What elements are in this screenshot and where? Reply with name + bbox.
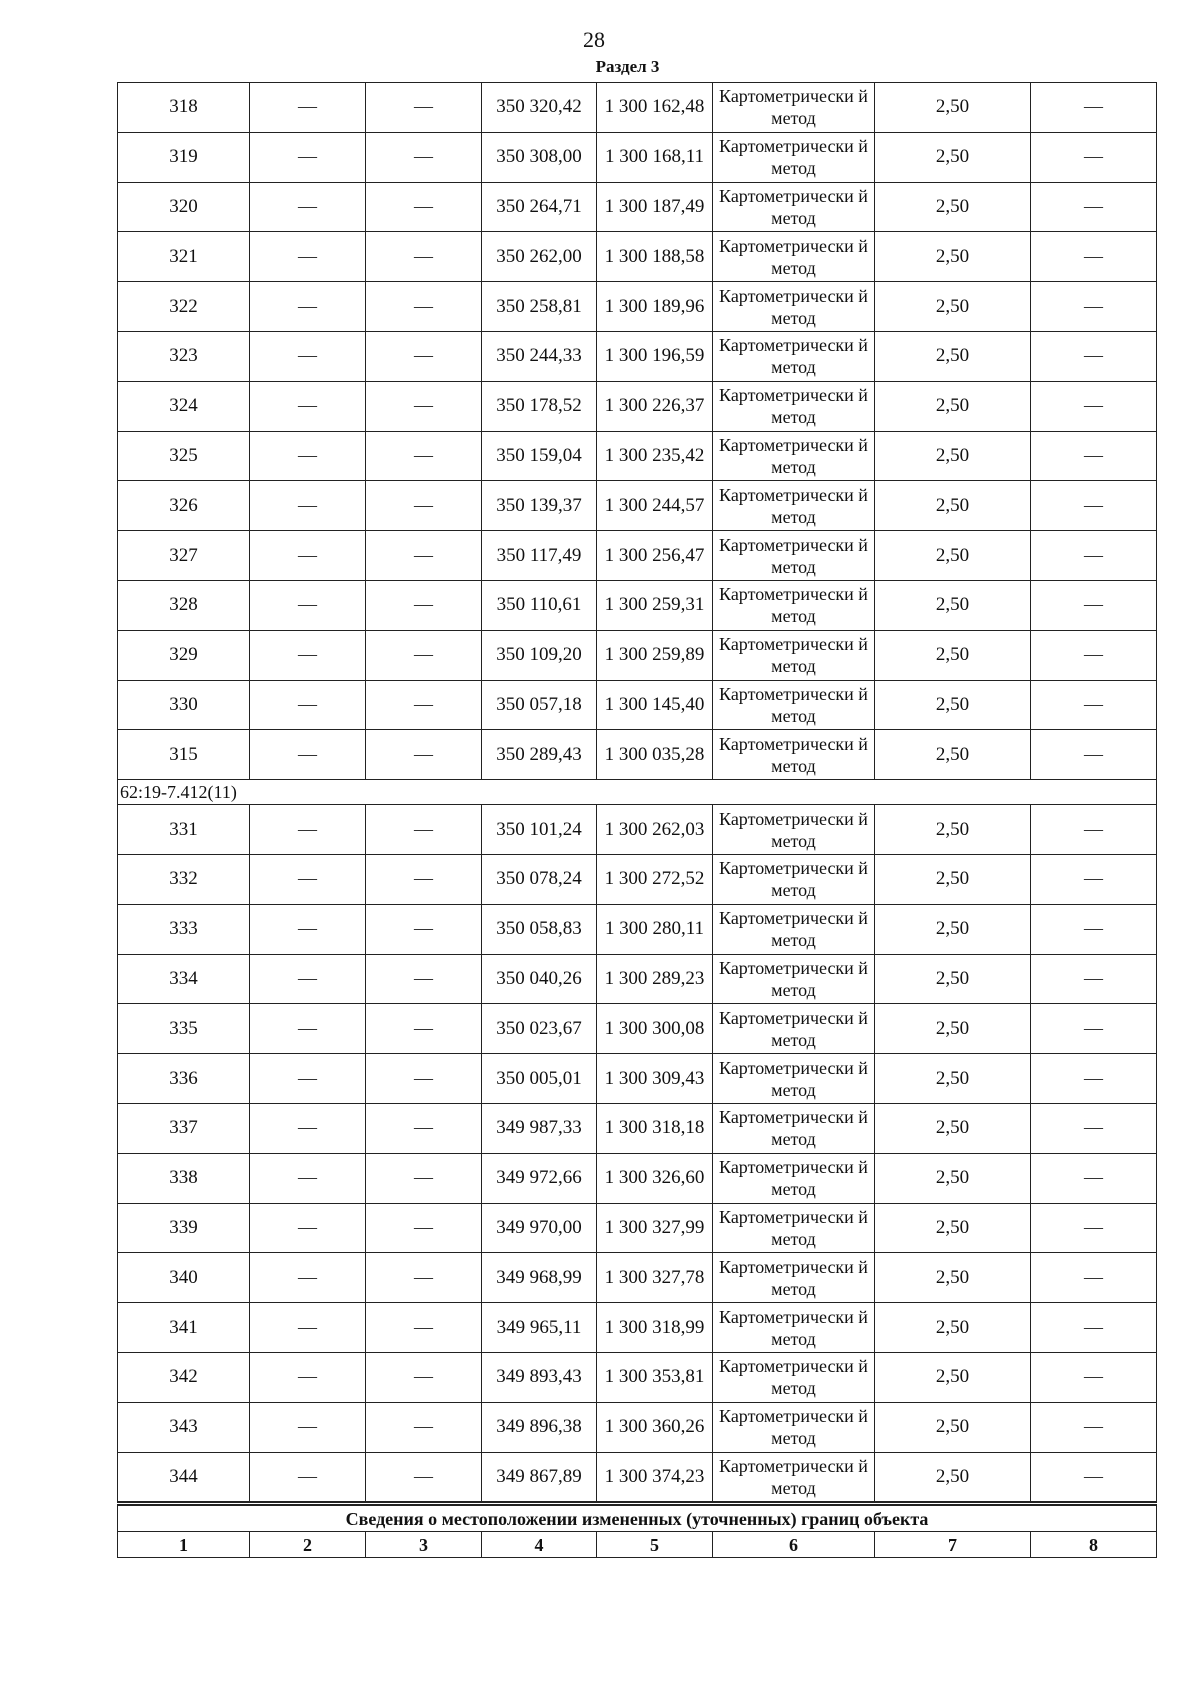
y-coordinate-cell: 1 300 187,49 <box>597 182 713 232</box>
method-cell: Картометрически й метод <box>713 232 875 282</box>
empty-dash-cell: — <box>250 854 366 904</box>
y-coordinate-cell: 1 300 318,18 <box>597 1103 713 1153</box>
y-coordinate-cell: 1 300 188,58 <box>597 232 713 282</box>
empty-dash-cell: — <box>366 630 482 680</box>
accuracy-cell: 2,50 <box>875 481 1031 531</box>
method-cell: Картометрически й метод <box>713 730 875 780</box>
empty-dash-cell: — <box>1031 1352 1157 1402</box>
method-cell: Картометрически й метод <box>713 83 875 133</box>
point-number-cell: 342 <box>118 1352 250 1402</box>
x-coordinate-cell: 350 040,26 <box>482 954 597 1004</box>
empty-dash-cell: — <box>366 431 482 481</box>
method-cell: Картометрически й метод <box>713 1203 875 1253</box>
empty-dash-cell: — <box>366 232 482 282</box>
y-coordinate-cell: 1 300 226,37 <box>597 381 713 431</box>
point-number-cell: 325 <box>118 431 250 481</box>
table-row <box>118 1452 1157 1504</box>
empty-dash-cell: — <box>1031 580 1157 630</box>
method-cell: Картометрически й метод <box>713 381 875 431</box>
point-number-cell: 322 <box>118 282 250 332</box>
empty-dash-cell: — <box>366 331 482 381</box>
coordinates-table-container <box>117 82 1157 1558</box>
x-coordinate-cell: 350 101,24 <box>482 805 597 855</box>
empty-dash-cell: — <box>250 580 366 630</box>
x-coordinate-cell: 350 244,33 <box>482 331 597 381</box>
table-row <box>118 1303 1157 1353</box>
column-number-cell: 7 <box>875 1532 1031 1558</box>
empty-dash-cell: — <box>250 1153 366 1203</box>
column-number-cell: 8 <box>1031 1532 1157 1558</box>
column-number-cell: 4 <box>482 1532 597 1558</box>
x-coordinate-cell: 350 005,01 <box>482 1054 597 1104</box>
x-coordinate-cell: 350 320,42 <box>482 83 597 133</box>
point-number-cell: 337 <box>118 1103 250 1153</box>
section-title: Раздел 3 <box>595 57 660 76</box>
empty-dash-cell: — <box>250 331 366 381</box>
x-coordinate-cell: 350 139,37 <box>482 481 597 531</box>
point-number-cell: 326 <box>118 481 250 531</box>
y-coordinate-cell: 1 300 318,99 <box>597 1303 713 1353</box>
accuracy-cell: 2,50 <box>875 282 1031 332</box>
accuracy-cell: 2,50 <box>875 431 1031 481</box>
column-number-cell: 3 <box>366 1532 482 1558</box>
empty-dash-cell: — <box>366 132 482 182</box>
accuracy-cell: 2,50 <box>875 1004 1031 1054</box>
x-coordinate-cell: 349 968,99 <box>482 1253 597 1303</box>
empty-dash-cell: — <box>250 1203 366 1253</box>
method-cell: Картометрически й метод <box>713 481 875 531</box>
empty-dash-cell: — <box>250 481 366 531</box>
point-number-cell: 343 <box>118 1402 250 1452</box>
accuracy-cell: 2,50 <box>875 83 1031 133</box>
empty-dash-cell: — <box>1031 83 1157 133</box>
y-coordinate-cell: 1 300 262,03 <box>597 805 713 855</box>
y-coordinate-cell: 1 300 327,78 <box>597 1253 713 1303</box>
empty-dash-cell: — <box>366 1253 482 1303</box>
x-coordinate-cell: 349 893,43 <box>482 1352 597 1402</box>
method-cell: Картометрически й метод <box>713 1253 875 1303</box>
table-row <box>118 83 1157 133</box>
column-number-cell: 6 <box>713 1532 875 1558</box>
method-cell: Картометрически й метод <box>713 1352 875 1402</box>
table-row <box>118 1153 1157 1203</box>
empty-dash-cell: — <box>1031 630 1157 680</box>
method-cell: Картометрически й метод <box>713 1452 875 1504</box>
empty-dash-cell: — <box>250 1103 366 1153</box>
empty-dash-cell: — <box>366 381 482 431</box>
y-coordinate-cell: 1 300 280,11 <box>597 904 713 954</box>
method-cell: Картометрически й метод <box>713 854 875 904</box>
y-coordinate-cell: 1 300 235,42 <box>597 431 713 481</box>
point-number-cell: 321 <box>118 232 250 282</box>
coordinates-table <box>117 82 1157 1558</box>
table-row <box>118 282 1157 332</box>
empty-dash-cell: — <box>1031 182 1157 232</box>
point-number-cell: 339 <box>118 1203 250 1253</box>
y-coordinate-cell: 1 300 289,23 <box>597 954 713 1004</box>
point-number-cell: 332 <box>118 854 250 904</box>
method-cell: Картометрически й метод <box>713 182 875 232</box>
accuracy-cell: 2,50 <box>875 854 1031 904</box>
method-cell: Картометрически й метод <box>713 282 875 332</box>
empty-dash-cell: — <box>366 580 482 630</box>
method-cell: Картометрически й метод <box>713 580 875 630</box>
empty-dash-cell: — <box>366 531 482 581</box>
point-number-cell: 324 <box>118 381 250 431</box>
table-row <box>118 381 1157 431</box>
method-cell: Картометрически й метод <box>713 531 875 581</box>
x-coordinate-cell: 349 896,38 <box>482 1402 597 1452</box>
x-coordinate-cell: 350 178,52 <box>482 381 597 431</box>
x-coordinate-cell: 349 970,00 <box>482 1203 597 1253</box>
empty-dash-cell: — <box>1031 680 1157 730</box>
table-row <box>118 854 1157 904</box>
empty-dash-cell: — <box>250 1452 366 1504</box>
accuracy-cell: 2,50 <box>875 232 1031 282</box>
empty-dash-cell: — <box>1031 854 1157 904</box>
empty-dash-cell: — <box>250 1253 366 1303</box>
y-coordinate-cell: 1 300 353,81 <box>597 1352 713 1402</box>
method-cell: Картометрически й метод <box>713 431 875 481</box>
empty-dash-cell: — <box>250 1004 366 1054</box>
accuracy-cell: 2,50 <box>875 1303 1031 1353</box>
y-coordinate-cell: 1 300 272,52 <box>597 854 713 904</box>
empty-dash-cell: — <box>366 481 482 531</box>
empty-dash-cell: — <box>366 182 482 232</box>
empty-dash-cell: — <box>366 904 482 954</box>
empty-dash-cell: — <box>250 954 366 1004</box>
empty-dash-cell: — <box>250 630 366 680</box>
y-coordinate-cell: 1 300 196,59 <box>597 331 713 381</box>
x-coordinate-cell: 350 159,04 <box>482 431 597 481</box>
empty-dash-cell: — <box>366 1004 482 1054</box>
accuracy-cell: 2,50 <box>875 580 1031 630</box>
table-row <box>118 331 1157 381</box>
point-number-cell: 327 <box>118 531 250 581</box>
method-cell: Картометрически й метод <box>713 954 875 1004</box>
table-row <box>118 1352 1157 1402</box>
empty-dash-cell: — <box>250 904 366 954</box>
empty-dash-cell: — <box>1031 805 1157 855</box>
table-row <box>118 132 1157 182</box>
x-coordinate-cell: 349 987,33 <box>482 1103 597 1153</box>
method-cell: Картометрически й метод <box>713 1103 875 1153</box>
accuracy-cell: 2,50 <box>875 1352 1031 1402</box>
table-row <box>118 680 1157 730</box>
accuracy-cell: 2,50 <box>875 182 1031 232</box>
empty-dash-cell: — <box>366 83 482 133</box>
table-row <box>118 531 1157 581</box>
empty-dash-cell: — <box>1031 232 1157 282</box>
footer-title: Сведения о местоположении измененных (уточненных) границ объекта <box>118 1504 1157 1532</box>
accuracy-cell: 2,50 <box>875 1203 1031 1253</box>
point-number-cell: 335 <box>118 1004 250 1054</box>
point-number-cell: 334 <box>118 954 250 1004</box>
method-cell: Картометрически й метод <box>713 904 875 954</box>
x-coordinate-cell: 350 308,00 <box>482 132 597 182</box>
accuracy-cell: 2,50 <box>875 904 1031 954</box>
table-row <box>118 1054 1157 1104</box>
y-coordinate-cell: 1 300 300,08 <box>597 1004 713 1054</box>
empty-dash-cell: — <box>250 381 366 431</box>
y-coordinate-cell: 1 300 326,60 <box>597 1153 713 1203</box>
x-coordinate-cell: 349 972,66 <box>482 1153 597 1203</box>
table-row <box>118 1004 1157 1054</box>
table-row <box>118 232 1157 282</box>
empty-dash-cell: — <box>1031 1203 1157 1253</box>
y-coordinate-cell: 1 300 374,23 <box>597 1452 713 1504</box>
footer-title-row <box>118 1504 1157 1532</box>
empty-dash-cell: — <box>366 1402 482 1452</box>
accuracy-cell: 2,50 <box>875 730 1031 780</box>
table-row <box>118 481 1157 531</box>
empty-dash-cell: — <box>366 680 482 730</box>
empty-dash-cell: — <box>250 83 366 133</box>
column-number-cell: 1 <box>118 1532 250 1558</box>
empty-dash-cell: — <box>250 431 366 481</box>
y-coordinate-cell: 1 300 244,57 <box>597 481 713 531</box>
empty-dash-cell: — <box>1031 954 1157 1004</box>
empty-dash-cell: — <box>250 730 366 780</box>
y-coordinate-cell: 1 300 035,28 <box>597 730 713 780</box>
y-coordinate-cell: 1 300 162,48 <box>597 83 713 133</box>
point-number-cell: 341 <box>118 1303 250 1353</box>
empty-dash-cell: — <box>1031 481 1157 531</box>
empty-dash-cell: — <box>250 531 366 581</box>
table-body-second-group <box>118 805 1157 1504</box>
method-cell: Картометрически й метод <box>713 132 875 182</box>
empty-dash-cell: — <box>1031 431 1157 481</box>
table-row <box>118 630 1157 680</box>
y-coordinate-cell: 1 300 259,89 <box>597 630 713 680</box>
y-coordinate-cell: 1 300 327,99 <box>597 1203 713 1253</box>
method-cell: Картометрически й метод <box>713 1303 875 1353</box>
empty-dash-cell: — <box>1031 1402 1157 1452</box>
empty-dash-cell: — <box>1031 1103 1157 1153</box>
empty-dash-cell: — <box>366 1303 482 1353</box>
empty-dash-cell: — <box>366 954 482 1004</box>
method-cell: Картометрически й метод <box>713 1054 875 1104</box>
accuracy-cell: 2,50 <box>875 1402 1031 1452</box>
accuracy-cell: 2,50 <box>875 531 1031 581</box>
method-cell: Картометрически й метод <box>713 805 875 855</box>
table-footer <box>118 1504 1157 1558</box>
point-number-cell: 319 <box>118 132 250 182</box>
empty-dash-cell: — <box>250 805 366 855</box>
accuracy-cell: 2,50 <box>875 1054 1031 1104</box>
table-row <box>118 1203 1157 1253</box>
empty-dash-cell: — <box>1031 904 1157 954</box>
x-coordinate-cell: 350 264,71 <box>482 182 597 232</box>
point-number-cell: 331 <box>118 805 250 855</box>
accuracy-cell: 2,50 <box>875 1253 1031 1303</box>
x-coordinate-cell: 350 058,83 <box>482 904 597 954</box>
method-cell: Картометрически й метод <box>713 1402 875 1452</box>
empty-dash-cell: — <box>366 1153 482 1203</box>
group-label-section <box>118 780 1157 805</box>
empty-dash-cell: — <box>366 805 482 855</box>
y-coordinate-cell: 1 300 360,26 <box>597 1402 713 1452</box>
x-coordinate-cell: 350 057,18 <box>482 680 597 730</box>
empty-dash-cell: — <box>250 1054 366 1104</box>
y-coordinate-cell: 1 300 145,40 <box>597 680 713 730</box>
column-number-cell: 5 <box>597 1532 713 1558</box>
empty-dash-cell: — <box>366 854 482 904</box>
empty-dash-cell: — <box>250 182 366 232</box>
empty-dash-cell: — <box>1031 1452 1157 1504</box>
empty-dash-cell: — <box>366 1054 482 1104</box>
table-row <box>118 805 1157 855</box>
x-coordinate-cell: 350 117,49 <box>482 531 597 581</box>
accuracy-cell: 2,50 <box>875 331 1031 381</box>
accuracy-cell: 2,50 <box>875 381 1031 431</box>
point-number-cell: 340 <box>118 1253 250 1303</box>
x-coordinate-cell: 350 262,00 <box>482 232 597 282</box>
x-coordinate-cell: 350 110,61 <box>482 580 597 630</box>
method-cell: Картометрически й метод <box>713 1004 875 1054</box>
accuracy-cell: 2,50 <box>875 1153 1031 1203</box>
accuracy-cell: 2,50 <box>875 630 1031 680</box>
method-cell: Картометрически й метод <box>713 1153 875 1203</box>
empty-dash-cell: — <box>250 680 366 730</box>
empty-dash-cell: — <box>366 1103 482 1153</box>
empty-dash-cell: — <box>1031 381 1157 431</box>
empty-dash-cell: — <box>366 1203 482 1253</box>
point-number-cell: 315 <box>118 730 250 780</box>
table-body-first-group <box>118 83 1157 780</box>
point-number-cell: 338 <box>118 1153 250 1203</box>
accuracy-cell: 2,50 <box>875 1452 1031 1504</box>
y-coordinate-cell: 1 300 309,43 <box>597 1054 713 1104</box>
accuracy-cell: 2,50 <box>875 954 1031 1004</box>
point-number-cell: 323 <box>118 331 250 381</box>
empty-dash-cell: — <box>1031 531 1157 581</box>
empty-dash-cell: — <box>250 232 366 282</box>
point-number-cell: 329 <box>118 630 250 680</box>
empty-dash-cell: — <box>366 1352 482 1402</box>
method-cell: Картометрически й метод <box>713 331 875 381</box>
x-coordinate-cell: 350 078,24 <box>482 854 597 904</box>
x-coordinate-cell: 350 109,20 <box>482 630 597 680</box>
accuracy-cell: 2,50 <box>875 805 1031 855</box>
method-cell: Картометрически й метод <box>713 630 875 680</box>
x-coordinate-cell: 350 289,43 <box>482 730 597 780</box>
point-number-cell: 330 <box>118 680 250 730</box>
x-coordinate-cell: 350 023,67 <box>482 1004 597 1054</box>
empty-dash-cell: — <box>1031 132 1157 182</box>
x-coordinate-cell: 349 965,11 <box>482 1303 597 1353</box>
empty-dash-cell: — <box>1031 1153 1157 1203</box>
table-row <box>118 1402 1157 1452</box>
table-row <box>118 954 1157 1004</box>
empty-dash-cell: — <box>1031 331 1157 381</box>
table-row <box>118 580 1157 630</box>
method-cell: Картометрически й метод <box>713 680 875 730</box>
empty-dash-cell: — <box>250 1402 366 1452</box>
empty-dash-cell: — <box>250 282 366 332</box>
empty-dash-cell: — <box>250 132 366 182</box>
table-row <box>118 182 1157 232</box>
empty-dash-cell: — <box>1031 1054 1157 1104</box>
point-number-cell: 320 <box>118 182 250 232</box>
empty-dash-cell: — <box>1031 1004 1157 1054</box>
x-coordinate-cell: 350 258,81 <box>482 282 597 332</box>
point-number-cell: 318 <box>118 83 250 133</box>
group-label-row <box>118 780 1157 805</box>
accuracy-cell: 2,50 <box>875 680 1031 730</box>
table-row <box>118 904 1157 954</box>
group-label: 62:19-7.412(11) <box>118 780 1157 805</box>
y-coordinate-cell: 1 300 259,31 <box>597 580 713 630</box>
empty-dash-cell: — <box>1031 282 1157 332</box>
empty-dash-cell: — <box>366 730 482 780</box>
column-numbers-row <box>118 1532 1157 1558</box>
point-number-cell: 328 <box>118 580 250 630</box>
x-coordinate-cell: 349 867,89 <box>482 1452 597 1504</box>
empty-dash-cell: — <box>366 282 482 332</box>
point-number-cell: 333 <box>118 904 250 954</box>
table-row <box>118 1103 1157 1153</box>
table-row <box>118 1253 1157 1303</box>
empty-dash-cell: — <box>1031 1303 1157 1353</box>
accuracy-cell: 2,50 <box>875 132 1031 182</box>
empty-dash-cell: — <box>1031 730 1157 780</box>
table-row <box>118 431 1157 481</box>
column-number-cell: 2 <box>250 1532 366 1558</box>
point-number-cell: 344 <box>118 1452 250 1504</box>
empty-dash-cell: — <box>1031 1253 1157 1303</box>
y-coordinate-cell: 1 300 168,11 <box>597 132 713 182</box>
y-coordinate-cell: 1 300 189,96 <box>597 282 713 332</box>
y-coordinate-cell: 1 300 256,47 <box>597 531 713 581</box>
accuracy-cell: 2,50 <box>875 1103 1031 1153</box>
empty-dash-cell: — <box>250 1303 366 1353</box>
empty-dash-cell: — <box>366 1452 482 1504</box>
page-number: 28 <box>583 27 605 52</box>
point-number-cell: 336 <box>118 1054 250 1104</box>
table-row <box>118 730 1157 780</box>
empty-dash-cell: — <box>250 1352 366 1402</box>
